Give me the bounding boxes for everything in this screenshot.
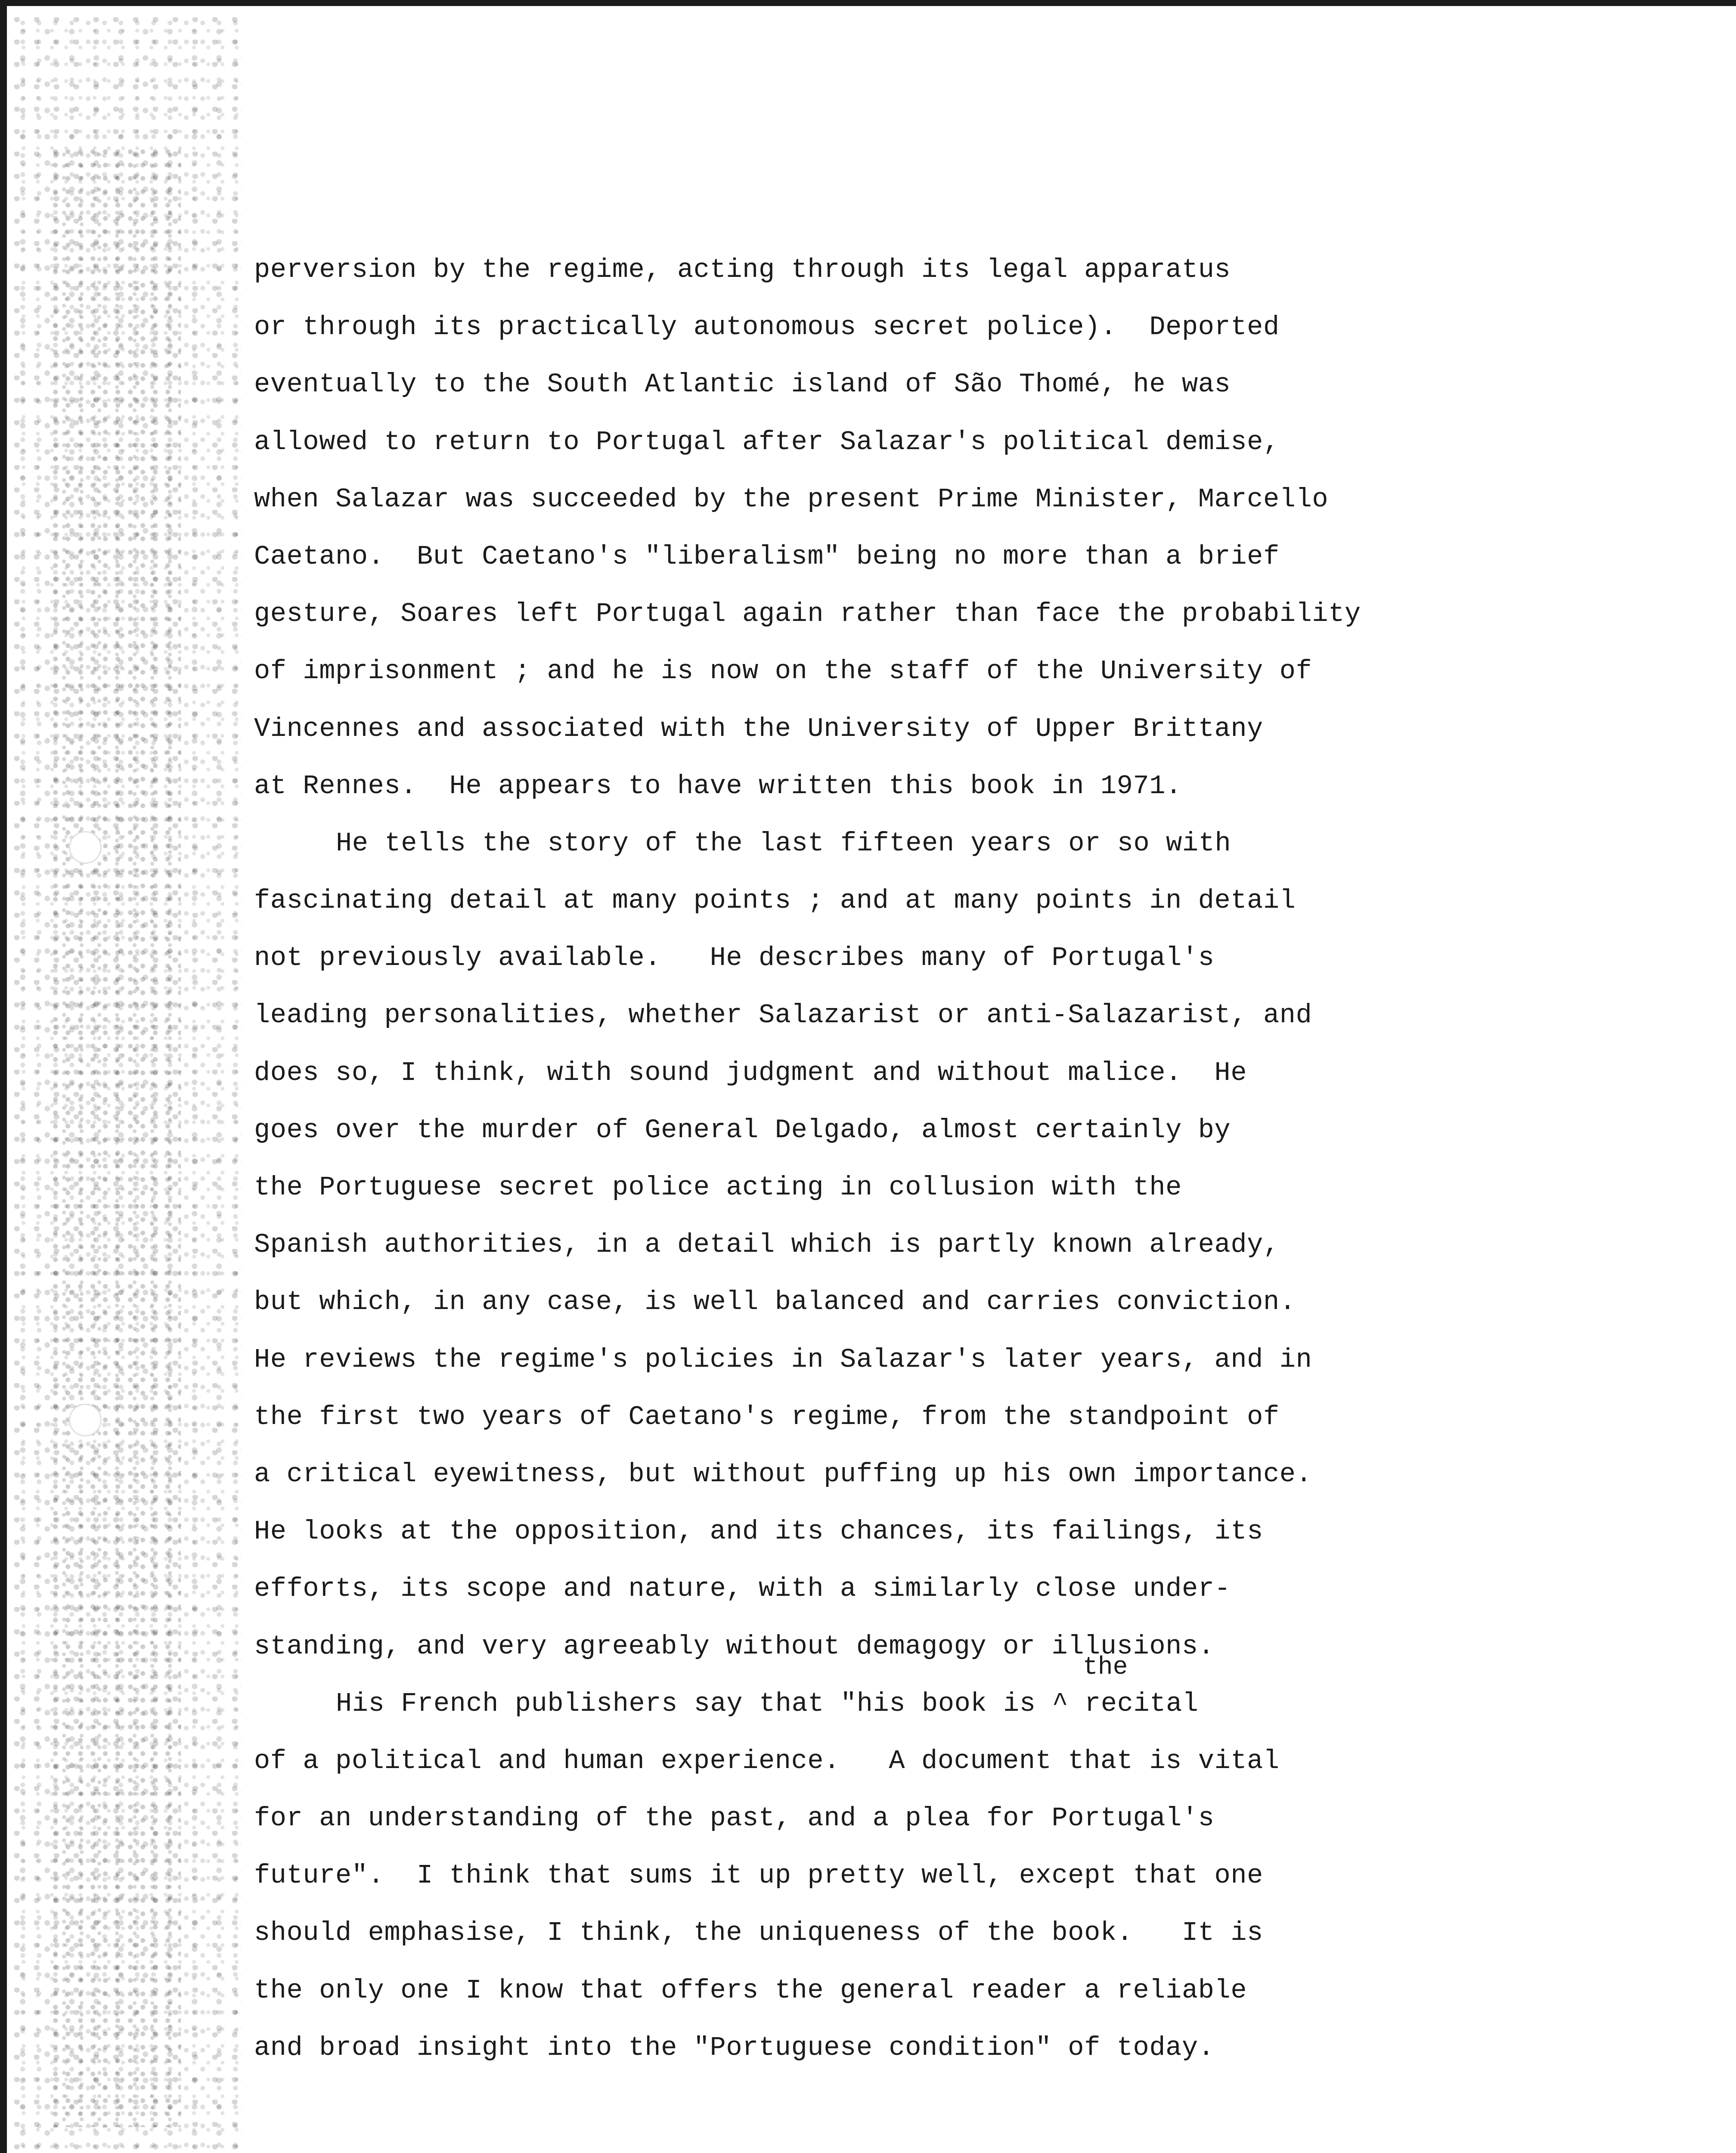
typed-page-body: [254, 241, 1417, 2076]
text-line: He reviews the regime's policies in Salazar's later years, and in: [254, 1344, 1312, 1375]
text-line: standing, and very agreeably without demagogy or illusions.: [254, 1631, 1215, 1662]
punch-hole-lower: [69, 1404, 102, 1436]
text-line: and broad insight into the "Portuguese condition" of today.: [254, 2032, 1215, 2063]
text-line: goes over the murder of General Delgado, almost certainly by: [254, 1114, 1231, 1145]
inserted-word-annotation: the: [1083, 1654, 1128, 1681]
text-line: for an understanding of the past, and a plea for Portugal's: [254, 1803, 1215, 1834]
text-line: future". I think that sums it up pretty well, except that one: [254, 1860, 1263, 1891]
text-line: Spanish authorities, in a detail which is partly known already,: [254, 1229, 1280, 1260]
punch-hole-upper: [69, 831, 102, 864]
text-line: does so, I think, with sound judgment and without malice. He: [254, 1057, 1247, 1088]
text-line: a critical eyewitness, but without puffing up his own importance.: [254, 1458, 1312, 1489]
text-line: gesture, Soares left Portugal again rather than face the probability: [254, 599, 1361, 630]
text-line: the first two years of Caetano's regime, from the standpoint of: [254, 1401, 1280, 1432]
paragraph-start-line: His French publishers say that "his book is ^ recital: [336, 1688, 1199, 1719]
text-line: or through its practically autonomous secret police). Deported: [254, 312, 1280, 343]
text-line: allowed to return to Portugal after Salazar's political demise,: [254, 426, 1280, 457]
text-line: efforts, its scope and nature, with a similarly close under-: [254, 1573, 1231, 1604]
text-line: Caetano. But Caetano's "liberalism" being no more than a brief: [254, 541, 1280, 572]
scan-noise-dense: [52, 146, 181, 2127]
text-line: eventually to the South Atlantic island of São Thomé, he was: [254, 369, 1231, 400]
text-line: of imprisonment ; and he is now on the staff of the University of: [254, 656, 1312, 687]
text-line: the Portuguese secret police acting in collusion with the: [254, 1172, 1182, 1203]
text-line: but which, in any case, is well balanced and carries conviction.: [254, 1287, 1296, 1318]
page-top-border: [0, 0, 1736, 6]
text-line: should emphasise, I think, the uniqueness of the book. It is: [254, 1917, 1263, 1948]
text-line: not previously available. He describes many of Portugal's: [254, 943, 1215, 974]
scan-noise-margin: [13, 17, 241, 2153]
text-line: leading personalities, whether Salazarist or anti-Salazarist, and: [254, 1000, 1312, 1031]
text-line: He looks at the opposition, and its chances, its failings, its: [254, 1516, 1263, 1547]
text-line: fascinating detail at many points ; and at many points in detail: [254, 885, 1296, 916]
text-line: Vincennes and associated with the University of Upper Brittany: [254, 713, 1263, 744]
text-line: perversion by the regime, acting through its legal apparatus: [254, 254, 1231, 285]
paragraph-start-line: He tells the story of the last fifteen years or so with: [336, 828, 1231, 859]
text-line: the only one I know that offers the general reader a reliable: [254, 1975, 1247, 2006]
page-left-border: [0, 0, 7, 2153]
text-line: when Salazar was succeeded by the present Prime Minister, Marcello: [254, 484, 1329, 515]
text-line: of a political and human experience. A document that is vital: [254, 1745, 1280, 1776]
text-line: at Rennes. He appears to have written this book in 1971.: [254, 770, 1182, 801]
